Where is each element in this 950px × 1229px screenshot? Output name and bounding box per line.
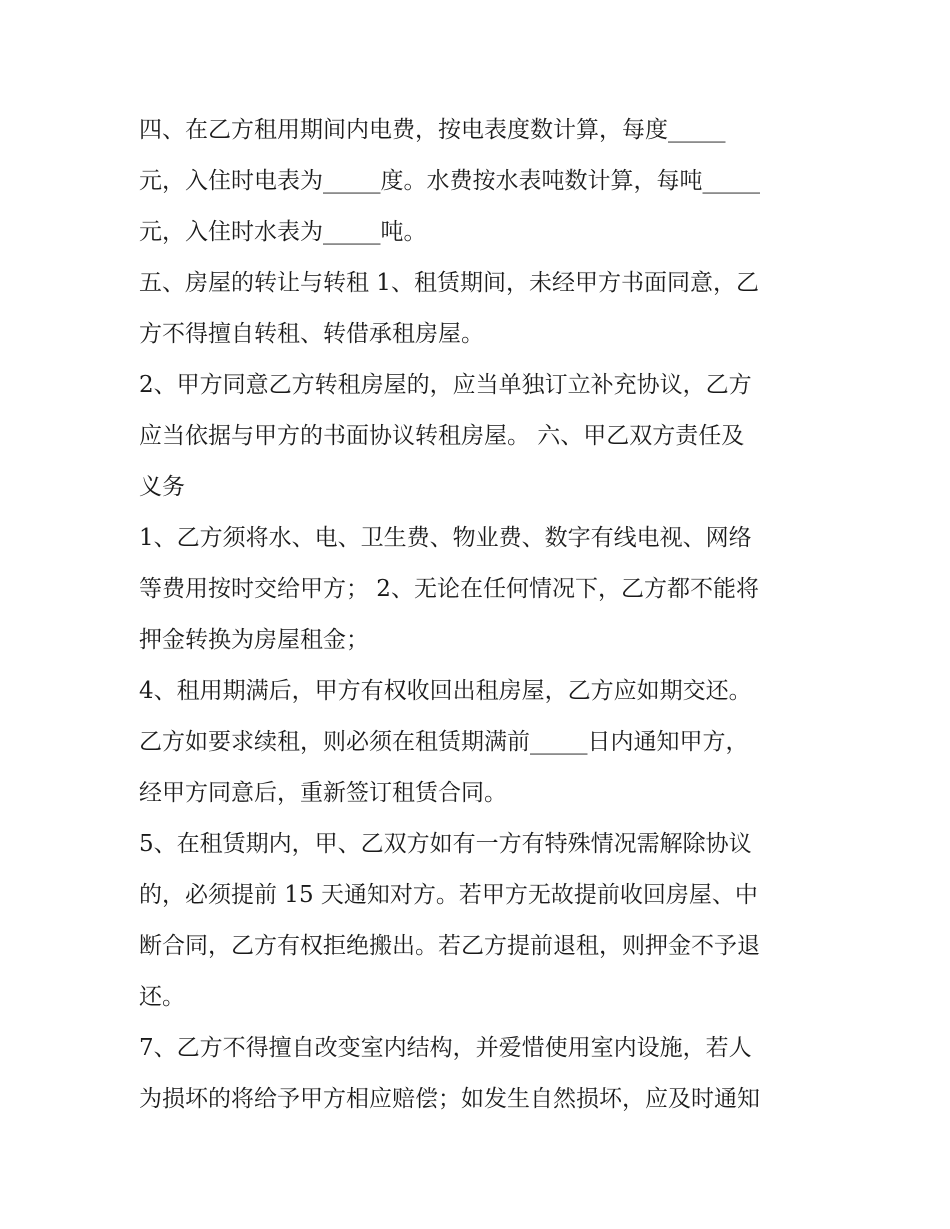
text-line: 乙方如要求续租，则必须在租赁期满前_____日内通知甲方， <box>139 729 749 755</box>
document-body <box>139 105 819 1125</box>
text-line: 2、甲方同意乙方转租房屋的，应当单独订立补充协议，乙方 <box>139 372 752 398</box>
text-line: 4、租用期满后，甲方有权收回出租房屋，乙方应如期交还。 <box>139 678 752 704</box>
text-line: 应当依据与甲方的书面协议转租房屋。 六、甲乙双方责任及 <box>139 423 745 449</box>
text-line: 等费用按时交给甲方； 2、无论在任何情况下，乙方都不能将 <box>139 576 759 602</box>
text-line: 方不得擅自转租、转借承租房屋。 <box>139 321 484 347</box>
text-line: 1、乙方须将水、电、卫生费、物业费、数字有线电视、网络 <box>139 525 752 551</box>
text-line: 义务 <box>139 474 185 500</box>
text-line: 元，入住时电表为_____度。水费按水表吨数计算，每吨_____ <box>139 168 760 194</box>
text-line: 5、在租赁期内，甲、乙双方如有一方有特殊情况需解除协议 <box>139 831 752 857</box>
text-line: 押金转换为房屋租金； <box>139 627 369 653</box>
text-line: 断合同，乙方有权拒绝搬出。若乙方提前退租，则押金不予退 <box>139 933 760 959</box>
text-line: 五、房屋的转让与转租 1、租赁期间，未经甲方书面同意，乙 <box>139 270 759 296</box>
text-line: 的，必须提前 15 天通知对方。若甲方无故提前收回房屋、中 <box>139 882 758 908</box>
text-line: 经甲方同意后，重新签订租赁合同。 <box>139 780 507 806</box>
text-line: 四、在乙方租用期间内电费，按电表度数计算，每度_____ <box>139 117 726 143</box>
text-line: 7、乙方不得擅自改变室内结构，并爱惜使用室内设施，若人 <box>139 1035 752 1061</box>
text-line: 为损坏的将给予甲方相应赔偿；如发生自然损坏，应及时通知 <box>139 1086 760 1112</box>
text-line: 还。 <box>139 984 185 1010</box>
text-line: 元，入住时水表为_____吨。 <box>139 219 427 245</box>
